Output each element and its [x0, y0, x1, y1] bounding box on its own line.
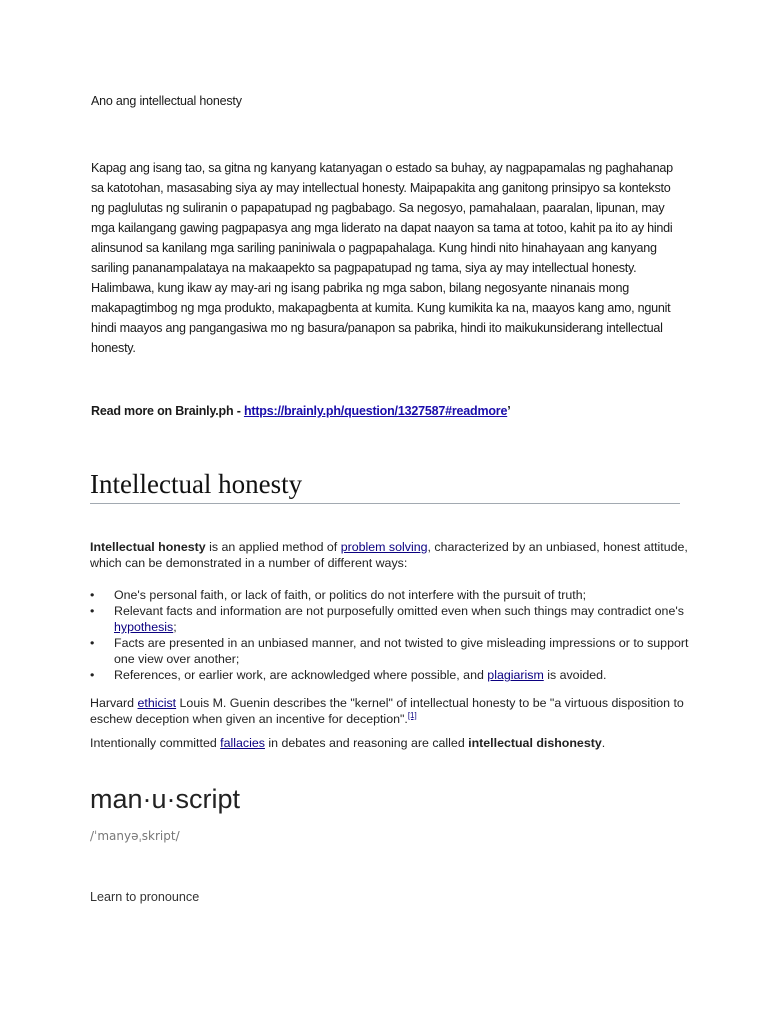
dictionary-pronunciation: /ˈmanyəˌskript/: [90, 829, 180, 843]
dictionary-word: man·u·script: [90, 784, 241, 814]
list-item-text-end: is avoided.: [543, 668, 607, 682]
hypothesis-link[interactable]: hypothesis: [114, 620, 174, 634]
wiki-bullet-list: [90, 587, 690, 683]
list-item-text: Relevant facts and information are not purposefully omitted even when such things may contradict one's: [114, 604, 684, 618]
bullet-icon: •: [90, 588, 95, 602]
question-title: Ano ang intellectual honesty: [91, 94, 242, 108]
wiki-intro-text: is an applied method of: [205, 540, 341, 554]
plagiarism-link[interactable]: plagiarism: [487, 668, 544, 682]
list-item-text-end: ;: [173, 620, 177, 634]
read-more-prefix: Read more on Brainly.ph -: [91, 404, 244, 418]
reference-link[interactable]: [1]: [407, 710, 417, 720]
bullet-icon: •: [90, 668, 95, 682]
problem-solving-link[interactable]: problem solving: [340, 540, 428, 554]
question-answer-body: Kapag ang isang tao, sa gitna ng kanyang katanyagan o estado sa buhay, ay nagpapamalas ng paghahanap sa katotohan, masasabing siya ay may intellectual honesty. Maipapakita ang ganitong prinsipyo sa konteksto ng paglulutas ng suliranin o papapatupad ng pagbabago. Sa negosyo, pamahalaan, paaralan, lipunan, may mga kailangang gawing pagpapasya ang mga liderato na dapat naayon sa tama at totoo, kahit pa ito ay hindi alinsunod sa kanilang mga sariling paniniwala o pagpapahalaga. Kung hindi nito hinahayaan ang kanyang sariling pananampalataya na makaapekto sa pagpapatupad ng tama, siya ay may intellectual honesty. Halimbawa, kung ikaw ay may-ari ng isang pabrika ng mga sabon, bilang negosyante ninanais mong makapagtimbog ng mga produkto, makapagbenta at kumita. Kung kumikita ka na, maayos kang amo, ngunit hindi maayos ang pangangasiwa mo ng basura/panapon sa pabrika, hindi ito maikukunsiderang intellectual honesty.: [91, 161, 673, 355]
wiki-intro-text-2: , characterized by an unbiased, honest attitude, which can be demonstrated in a number of different ways:: [90, 540, 688, 570]
wiki-guenin-paragraph: [90, 695, 690, 727]
brainly-link[interactable]: https://brainly.ph/question/1327587#readmore: [243, 404, 508, 418]
bullet-icon: •: [90, 604, 95, 618]
fallacies-link[interactable]: fallacies: [220, 736, 265, 750]
wiki-intro-paragraph: [90, 539, 690, 571]
list-item: [90, 587, 690, 603]
list-item: [90, 667, 690, 683]
paragraph-text-end: .: [601, 736, 606, 750]
paragraph-text: Harvard: [90, 696, 138, 710]
learn-to-pronounce-link[interactable]: Learn to pronounce: [90, 890, 200, 904]
list-item: [90, 635, 690, 667]
paragraph-text-2: in debates and reasoning are called: [264, 736, 469, 750]
paragraph-text-2: Louis M. Guenin describes the "kernel" of intellectual honesty to be "a virtuous disposition to eschew deception when given an incentive for deception".: [90, 696, 684, 726]
list-item: [90, 603, 690, 635]
wiki-heading: Intellectual honesty: [90, 466, 680, 504]
list-item-text: References, or earlier work, are acknowledged where possible, and: [114, 668, 488, 682]
list-item-text: Facts are presented in an unbiased manner, and not twisted to give misleading impressions or to support one view over another;: [114, 636, 689, 666]
read-more-line: [91, 404, 511, 418]
dishonesty-term: intellectual dishonesty: [468, 736, 602, 750]
wiki-fallacies-paragraph: [90, 735, 690, 751]
paragraph-text: Intentionally committed: [90, 736, 221, 750]
read-more-suffix: ’: [507, 404, 511, 418]
bullet-icon: •: [90, 636, 95, 650]
ethicist-link[interactable]: ethicist: [137, 696, 177, 710]
wiki-term: Intellectual honesty: [90, 540, 206, 554]
list-item-text: One's personal faith, or lack of faith, or politics do not interfere with the pursuit of truth;: [114, 588, 587, 602]
